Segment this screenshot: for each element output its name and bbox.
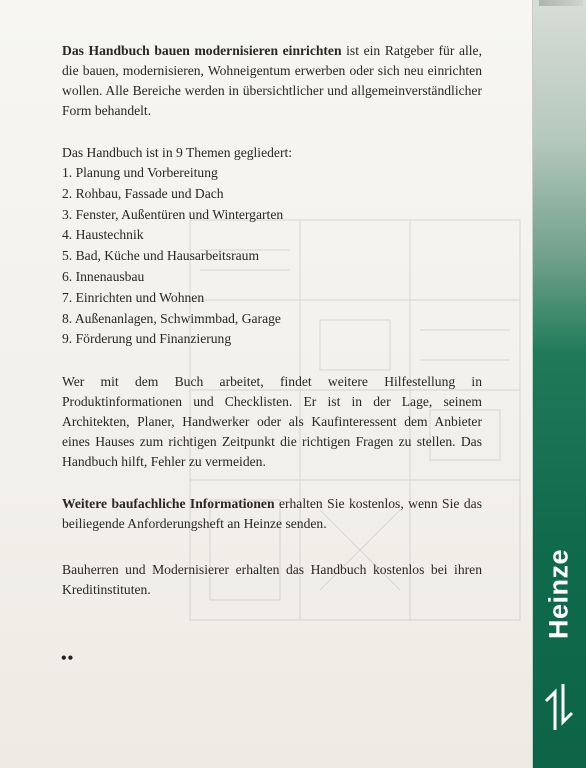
topic-item: 1. Planung und Vorbereitung [62, 165, 218, 180]
topic-item: 3. Fenster, Außentüren und Wintergarten [62, 206, 284, 222]
usage-paragraph: Wer mit dem Buch arbeitet, findet weitere Hilfestellung in Produktinformationen und Checklisten. Er ist in der Lage, seinem Architekten, Planer, Handwerker oder als Kaufinteressent dem Anbieter eines Hauses zum richtigen Zeitpunkt die richtigen Fragen zu stellen. Das Handbuch hilft, Fehler zu vermeiden. [62, 374, 482, 470]
availability-paragraph: Bauherren und Modernisierer erhalten das Handbuch kostenlos bei ihren Kreditinstituten. [62, 562, 482, 598]
double-arrow-icon [541, 680, 577, 734]
ornament-dots: •• [61, 650, 75, 667]
more-info-text: erhalten Sie kostenlos, wenn Sie das beiliegende Anforderungsheft an Heinze senden. [62, 496, 482, 532]
topic-item: 8. Außenanlagen, Schwimmbad, Garage [62, 310, 281, 326]
topic-item: 6. Innenausbau [62, 268, 145, 284]
brand-logo-text: Heinze [543, 548, 574, 640]
topics-heading: Das Handbuch ist in 9 Themen gegliedert: [62, 145, 293, 160]
intro-paragraph [62, 41, 482, 121]
more-info-title: Weitere baufachliche Informationen [62, 496, 275, 512]
topic-item: 5. Bad, Küche und Hausarbeitsraum [62, 248, 260, 264]
topic-item: 7. Einrichten und Wohnen [62, 289, 205, 305]
book-spine [532, 0, 586, 768]
cover-text [62, 41, 482, 600]
topic-item: 4. Haustechnik [62, 227, 144, 243]
intro-text: ist ein Ratgeber für alle, die bauen, modernisieren, Wohneigentum erwerben oder sich neu einrichten wollen. Alle Bereiche werden in übersichtlicher und allgemeinverständlicher Form behandelt. [62, 43, 482, 118]
topic-list [62, 163, 482, 350]
more-info-paragraph [62, 494, 482, 534]
spine-top-mark [539, 0, 583, 6]
intro-title: Das Handbuch bauen modernisieren einrichten [62, 43, 342, 58]
topic-item: 9. Förderung und Finanzierung [62, 331, 232, 347]
topic-item: 2. Rohbau, Fassade und Dach [62, 185, 224, 201]
